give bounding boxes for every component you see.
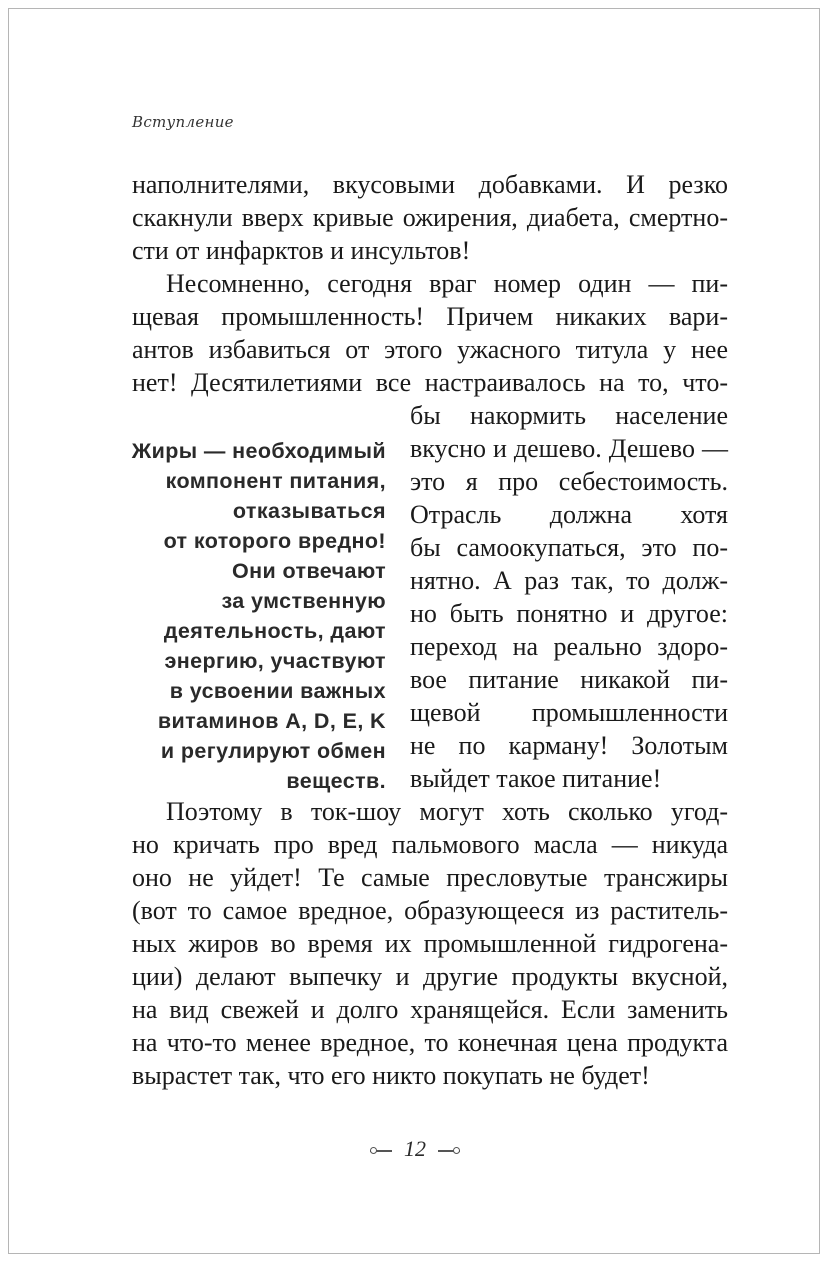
quote-line: Жиры — необходимый	[131, 439, 386, 463]
text-line: переход на реально здоро-	[410, 632, 728, 661]
text-line: выйдет такое питание!	[410, 764, 662, 793]
page-number: 12	[404, 1136, 426, 1161]
text-line: бы самоокупаться, это по-	[410, 533, 728, 562]
quote-line: деятельность, дают	[163, 619, 386, 643]
quote-line: энергию, участвуют	[164, 649, 386, 673]
text-line: нятно. А раз так, то долж-	[410, 566, 728, 595]
quote-line: отказываться	[232, 499, 386, 523]
text-line: щевой промышленности	[410, 698, 728, 727]
text-line: сти от инфарктов и инсультов!	[132, 236, 471, 265]
quote-line: в усвоении важных	[169, 679, 386, 703]
text-line: бы накормить население	[410, 401, 728, 430]
text-line: наполнителями, вкусовыми добавками. И резко	[132, 170, 728, 199]
text-line: но быть понятно и другое:	[410, 599, 728, 628]
quote-line: за умственную	[221, 589, 386, 613]
text-line: Несомненно, сегодня враг номер один — пи-	[166, 269, 728, 298]
text-line: вырастет так, что его никто покупать не будет!	[132, 1061, 650, 1090]
sidebar-quote	[110, 436, 386, 796]
text-line: на вид свежей и долго хранящейся. Если заменить	[132, 995, 728, 1024]
text-line: оно не уйдет! Те самые пресловутые трансжиры	[132, 863, 728, 892]
text-line: скакнули вверх кривые ожирения, диабета, смертно-	[132, 203, 728, 232]
page-number-footer	[0, 1136, 830, 1162]
quote-line: витаминов A, D, E, K	[157, 709, 386, 733]
text-line: вкусно и дешево. Дешево —	[410, 434, 728, 463]
text-line: на что-то менее вредное, то конечная цена продукта	[132, 1028, 728, 1057]
text-line: антов избавиться от этого ужасного титула у нее	[132, 335, 728, 364]
text-line: (вот то самое вредное, образующееся из раститель-	[132, 896, 728, 925]
quote-line: Они отвечают	[232, 559, 386, 583]
quote-line: от которого вредно!	[163, 529, 386, 553]
text-line: не по карману! Золотым	[410, 731, 728, 760]
text-line: ции) делают выпечку и другие продукты вкусной,	[132, 962, 728, 991]
text-line: вое питание никакой пи-	[410, 665, 728, 694]
running-head: Вступление	[132, 113, 234, 131]
text-line: но кричать про вред пальмового масла — никуда	[132, 830, 728, 859]
quote-line: веществ.	[286, 769, 386, 793]
text-line: Отрасль должна хотя	[410, 500, 728, 529]
text-line: нет! Десятилетиями все настраивалось на то, что-	[132, 368, 728, 397]
text-line: это я про себестоимость.	[410, 467, 728, 496]
text-line: щевая промышленность! Причем никаких вари-	[132, 302, 728, 331]
ornament-right-icon	[438, 1147, 460, 1155]
ornament-left-icon	[370, 1147, 392, 1155]
quote-line: и регулируют обмен	[160, 739, 386, 763]
quote-line: компонент питания,	[165, 469, 386, 493]
text-line: Поэтому в ток-шоу могут хоть сколько угод-	[166, 797, 728, 826]
text-line: ных жиров во время их промышленной гидрогена-	[132, 929, 728, 958]
